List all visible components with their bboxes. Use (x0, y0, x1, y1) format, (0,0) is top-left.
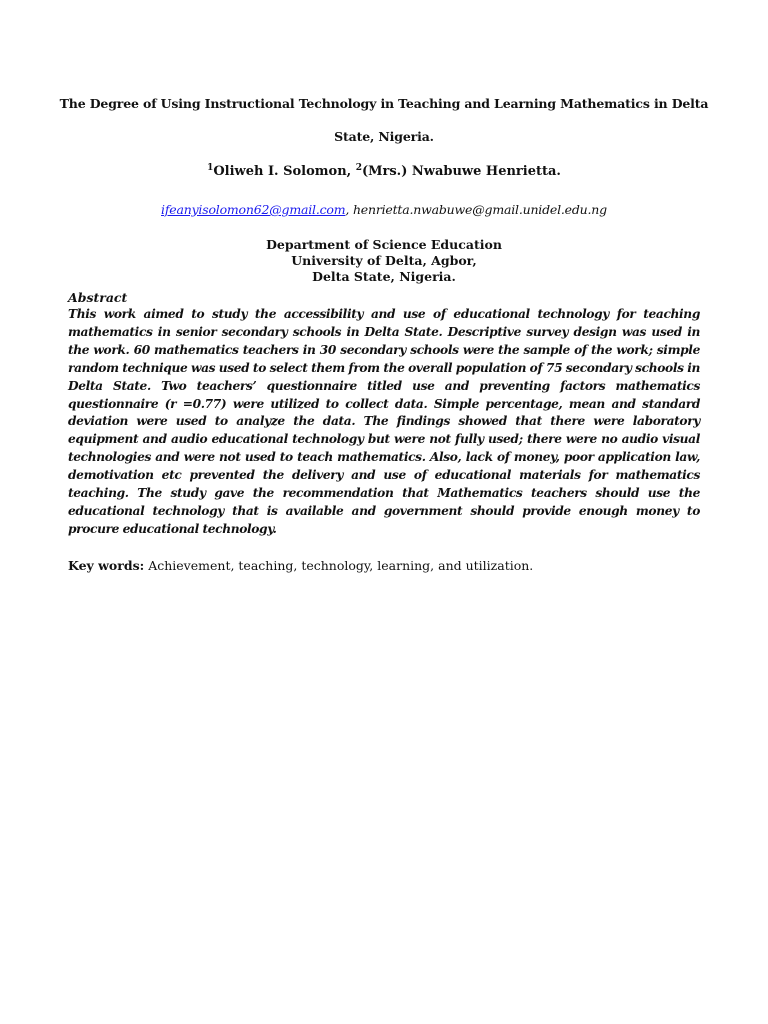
author-1-name: Oliweh I. Solomon, (213, 164, 356, 179)
email-separator: , (345, 202, 353, 217)
author-2-name: (Mrs.) Nwabuwe Henrietta. (361, 164, 561, 179)
email-link-author-1[interactable]: ifeanyisolomon62@gmail.com (161, 202, 346, 217)
abstract-heading: Abstract (68, 290, 128, 305)
author-2-superscript: 2 (355, 163, 362, 173)
affiliation-block (40, 237, 728, 285)
keywords-label: Key words: (68, 558, 145, 573)
abstract-body: This work aimed to study the accessibility and use of educational technology for teaching mathematics in senior secondary schools in Delta State. Descriptive survey design was used in the work. 60 mathematics teachers in 30 secondary schools were the sample of the work; simple random technique was used to select them from the overall population of 75 secondary schools in Delta State. Two teachers’ questionnaire titled use and preventing factors mathematics questionnaire (r =0.77) were utilized to collect data. Simple percentage, mean and standard deviation were used to analyze the data. The findings showed that there were laboratory equipment and audio educational technology but were not fully used; there were no audio visual technologies and were not used to teach mathematics. Also, lack of money, poor application law, demotivation etc prevented the delivery and use of educational materials for mathematics teaching. The study gave the recommendation that Mathematics teachers should use the educational technology that is available and government should provide enough money to procure educational technology. (68, 307, 700, 536)
affiliation-university: University of Delta, Agbor, (291, 253, 477, 268)
email-author-2: henrietta.nwabuwe@gmail.unidel.edu.ng (352, 202, 607, 217)
author-list (40, 164, 728, 179)
paper-title-line-2: State, Nigeria. (334, 129, 434, 144)
affiliation-department: Department of Science Education (266, 237, 502, 252)
author-emails (40, 202, 728, 217)
affiliation-location: Delta State, Nigeria. (312, 269, 456, 284)
author-1-superscript: 1 (207, 163, 214, 173)
keywords-line (68, 558, 533, 573)
keywords-text: Achievement, teaching, technology, learning, and utilization. (144, 558, 534, 573)
paper-title-line-1: The Degree of Using Instructional Technology in Teaching and Learning Mathematics in Delta (59, 96, 709, 111)
